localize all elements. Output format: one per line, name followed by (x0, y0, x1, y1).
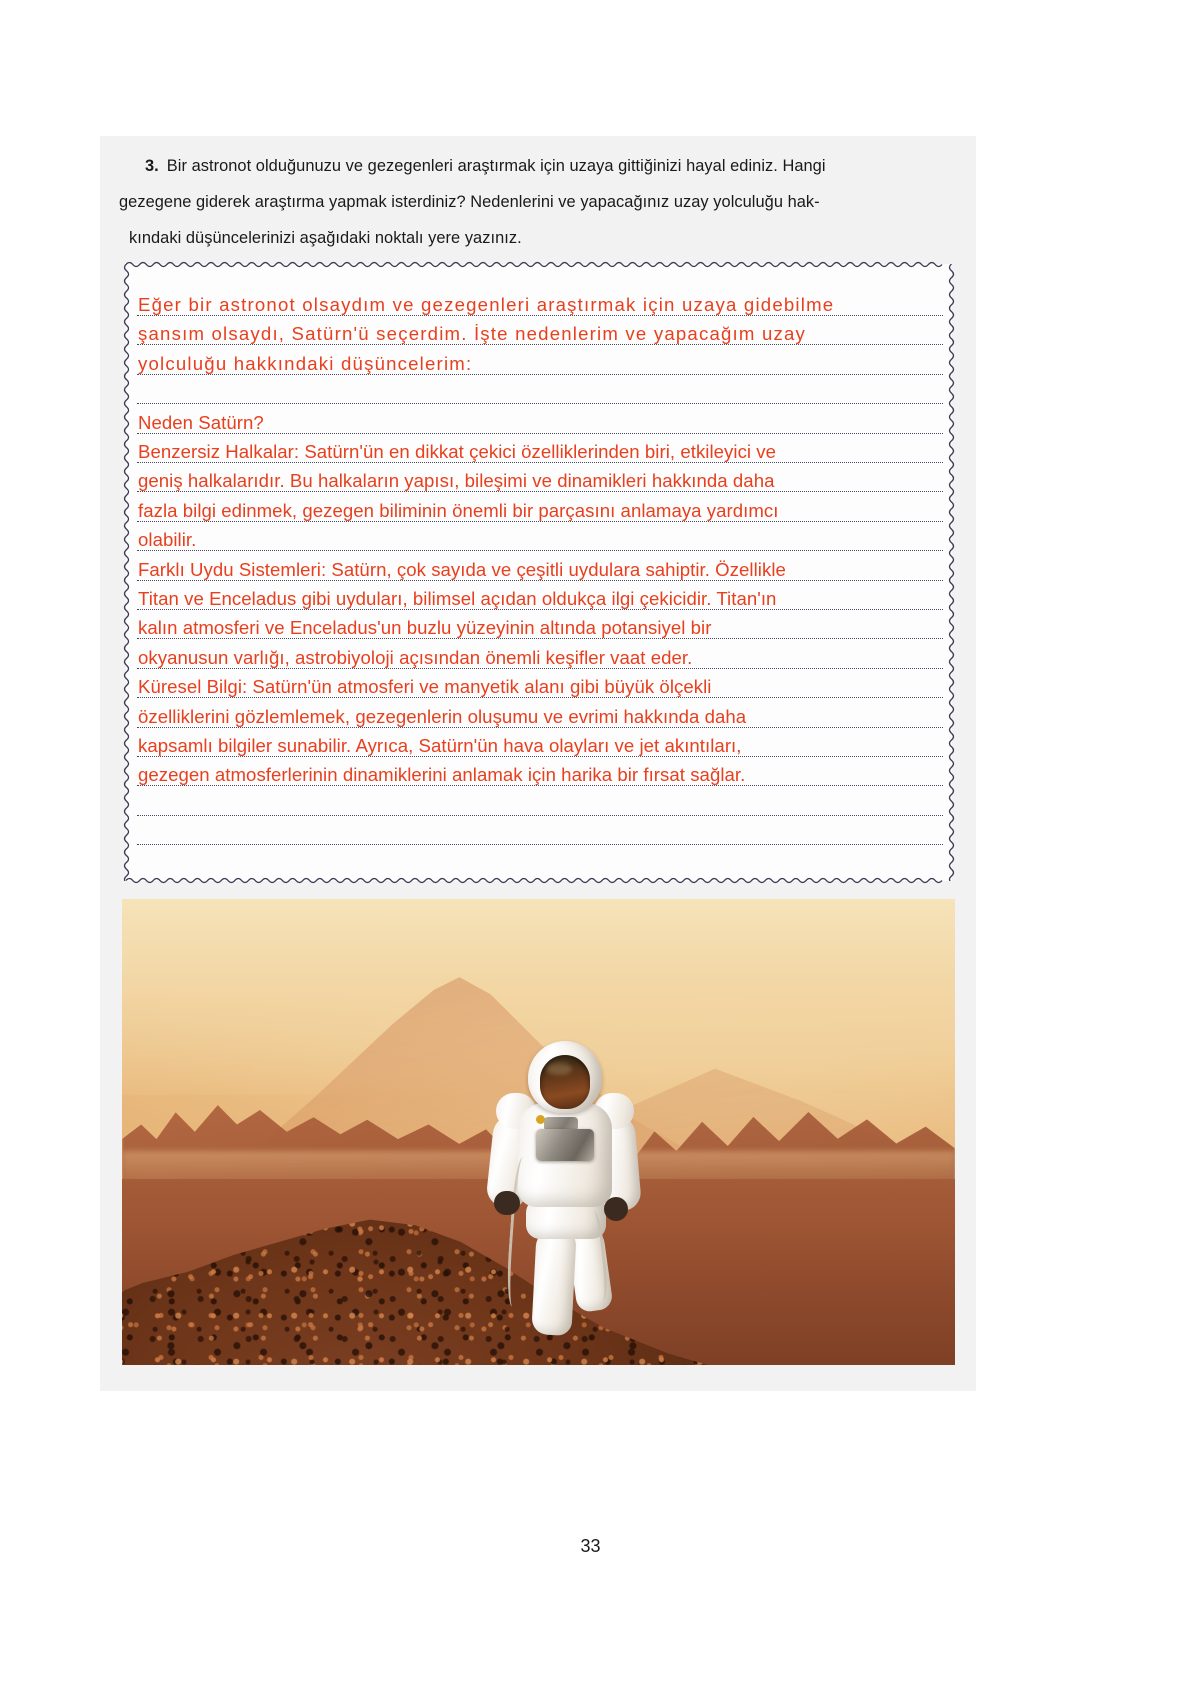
answer-line: geniş halkalarıdır. Bu halkaların yapısı, bileşimi ve dinamikleri hakkında daha (138, 470, 775, 492)
answer-line: Neden Satürn? (138, 411, 264, 433)
answer-line: Küresel Bilgi: Satürn'ün atmosferi ve manyetik alanı gibi büyük ölçekli (138, 676, 712, 698)
question-block (119, 148, 959, 256)
question-line-1 (119, 148, 959, 184)
astronaut-chest-control (536, 1129, 594, 1161)
answer-line: olabilir. (138, 529, 197, 551)
question-text-1: Bir astronot olduğunuzu ve gezegenleri araştırmak için uzaya gittiğinizi hayal ediniz. Hangi (166, 157, 826, 175)
answer-line: özelliklerini gözlemlemek, gezegenlerin oluşumu ve evrimi hakkında daha (138, 705, 747, 727)
astronaut-badge (536, 1115, 545, 1124)
answer-line: kalın atmosferi ve Enceladus'un buzlu yüzeyinin altında potansiyel bir (138, 617, 712, 639)
astronaut-glove-right (604, 1197, 628, 1221)
answer-line: fazla bilgi edinmek, gezegen biliminin önemli bir parçasını anlamaya yardımcı (138, 499, 779, 521)
question-line-3: kındaki düşüncelerinizi aşağıdaki noktalı yere yazınız. (129, 229, 522, 247)
astronaut-visor-glint (546, 1063, 572, 1075)
astronaut-figure (488, 1041, 640, 1341)
answer-line: Titan ve Enceladus gibi uyduları, bilimsel açıdan oldukça ilgi çekicidir. Titan'ın (138, 588, 777, 609)
question-number: 3. (145, 157, 159, 175)
answer-line: okyanusun varlığı, astrobiyoloji açısından önemli keşifler vaat eder. (138, 646, 693, 668)
page-number: 33 (580, 1536, 601, 1556)
astronaut-glove-left (494, 1191, 520, 1215)
answer-line: şansım olsaydı, Satürn'ü seçerdim. İşte nedenlerim ve yapacağım uzay (138, 323, 807, 345)
answer-line: Benzersiz Halkalar: Satürn'ün en dikkat çekici özelliklerinden biri, etkileyici ve (138, 441, 777, 462)
astronaut-leg-left (531, 1228, 576, 1336)
question-line-2: gezegene giderek araştırma yapmak isterdiniz? Nedenlerini ve yapacağınız uzay yolculuğu hak- (119, 193, 820, 211)
answer-line: yolculuğu hakkındaki düşüncelerim: (138, 352, 473, 374)
answer-line: kapsamlı bilgiler sunabilir. Ayrıca, Satürn'ün hava olayları ve jet akıntıları, (138, 735, 742, 756)
answer-line: Farklı Uydu Sistemleri: Satürn, çok sayıda ve çeşitli uydulara sahiptir. Özellikle (138, 558, 786, 580)
answer-line: Eğer bir astronot olsaydım ve gezegenleri araştırmak için uzaya gidebilme (138, 294, 835, 315)
answer-line: gezegen atmosferlerinin dinamiklerini anlamak için harika bir fırsat sağlar. (138, 764, 746, 786)
answer-box[interactable] (126, 264, 952, 881)
answer-text[interactable] (138, 264, 950, 881)
astronaut-on-mars-photo (122, 899, 955, 1365)
